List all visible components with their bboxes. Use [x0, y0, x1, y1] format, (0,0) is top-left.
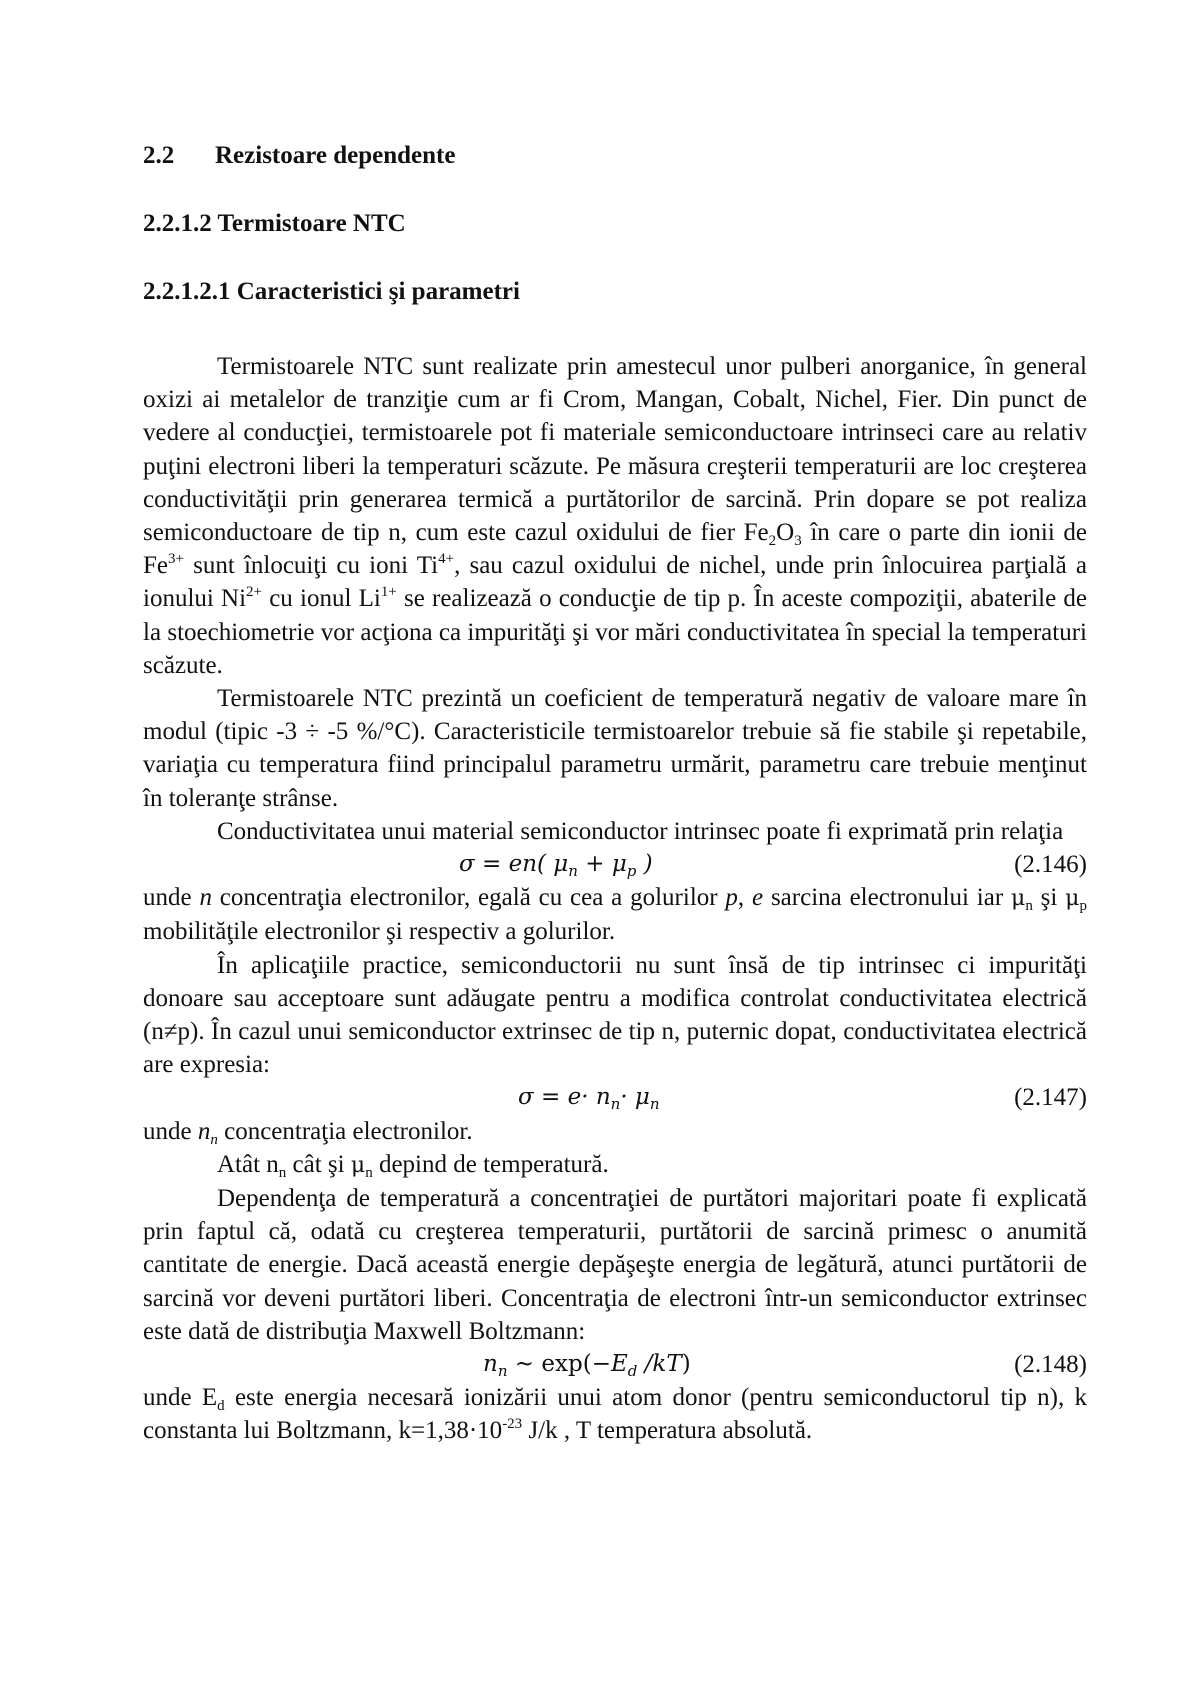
formula-part: −E [591, 1351, 628, 1378]
formula-part: + μ [577, 851, 627, 878]
text-run: este energia necesară ionizării unui atom donor (pentru semiconductorul tip n), k constanta lui Boltzmann, k=1,38·10 [143, 1384, 1088, 1445]
formula-part: ~ [507, 1351, 542, 1378]
text-run: sarcina electronului iar [763, 884, 1012, 912]
superscript: 2+ [246, 584, 263, 601]
text-run: se realizează o conducţie de tip p. În aceste compoziţii, abaterile de la stoechiometrie vor acţiona ca impurităţi şi vor mări conductivitatea în special la temperaturi scăzute. [143, 585, 1087, 679]
text-run: unde [143, 1117, 198, 1145]
formula-part: ) [636, 851, 653, 878]
equation-formula [518, 1081, 660, 1114]
formula-part: /kT [637, 1351, 682, 1378]
symbol: μ [1011, 886, 1026, 912]
text-run: concentraţia electronilor. [217, 1117, 473, 1145]
equation-number: (2.148) [1014, 1351, 1087, 1379]
subscript: 3 [794, 533, 802, 550]
subscript: p [1079, 898, 1087, 915]
text-run: mobilităţile electronilor şi respectiv a golurilor. [143, 918, 616, 946]
text-run: cu ionul Li [262, 585, 381, 613]
text-run: în care o parte din ionii de Fe [143, 519, 1087, 580]
formula-part: n [483, 1351, 498, 1378]
formula-part: exp( [541, 1351, 592, 1378]
formula-part: · μ [620, 1084, 650, 1111]
subscript: n [649, 1095, 660, 1114]
section-heading [143, 140, 1087, 172]
paragraph-boltzmann [143, 1381, 1087, 1447]
subscript: n [1025, 898, 1033, 915]
text-run: şi [1032, 884, 1066, 912]
superscript: 1+ [380, 584, 397, 601]
paragraph-conductivity: Conductivitatea unui material semiconductor intrinsec poate fi exprimată prin relaţia [217, 817, 1064, 845]
subscript: d [217, 1398, 225, 1415]
equation-formula [459, 848, 653, 881]
text-run: sunt înlocuiţi cu ioni Ti [183, 552, 439, 580]
paragraph-temperature-dependence [143, 1148, 1087, 1182]
subscript: n [365, 1164, 373, 1181]
symbol: μ [350, 1152, 366, 1178]
text-run: unde E [143, 1384, 218, 1412]
subscript: n [497, 1362, 508, 1381]
document-page [143, 140, 1087, 1448]
superscript: -23 [502, 1416, 523, 1433]
text-run: J/k , T temperatura absolută. [522, 1417, 813, 1445]
equation-formula [483, 1348, 691, 1381]
text-run: Atât n [217, 1150, 279, 1178]
text-run: depind de temperatură. [372, 1150, 609, 1178]
paragraph-where-n [143, 881, 1087, 948]
symbol: n [199, 884, 212, 912]
formula-part: σ = en( μ [459, 851, 569, 878]
subsubsection-heading: 2.2.1.2.1 Caracteristici şi parametri [143, 278, 520, 305]
superscript: 3+ [168, 551, 184, 568]
subscript: n [210, 1131, 218, 1148]
text-run: concentraţia electronilor, egală cu cea a golurilor [211, 884, 726, 912]
subscript: n [610, 1095, 621, 1114]
symbol: p [725, 884, 738, 912]
section-number: 2.2 [143, 142, 175, 169]
text-run: , sau cazul oxidului de nichel, unde prin înlocuirea parţială a ionului Ni [143, 552, 1087, 613]
text-run: cât şi [286, 1150, 351, 1178]
superscript: 4+ [438, 551, 455, 568]
equation-2-147 [143, 1081, 1087, 1114]
formula-part: ) [681, 1351, 691, 1378]
paragraph-ntc-coefficient: Termistoarele NTC prezintă un coeficient de temperatură negativ de valoare mare în modul (tipic -3 ÷ -5 %/°C). Caracteristicile termistoarelor trebuie să fie stabile şi repetabile, variaţia cu temperatura fiind principalul parametru urmărit, parametru care trebuie menţinut în toleranţe strânse. [143, 685, 1087, 812]
subscript: p [626, 862, 637, 881]
section-title: Rezistoare dependente [215, 142, 456, 169]
subscript: d [627, 1362, 638, 1381]
paragraph-intro [143, 350, 1087, 682]
subscript: 2 [768, 533, 777, 550]
subscript: n [568, 862, 578, 881]
equation-2-148 [143, 1348, 1087, 1381]
subscript: n [278, 1164, 287, 1181]
text-run: Termistoarele NTC sunt realizate prin amestecul unor pulberi anorganice, în general oxizi ai metalelor de tranziţie cum ar fi Crom, Mangan, Cobalt, Nichel, Fier. Din punct de vedere al conducţiei, termistoarele pot fi materiale semiconductoare intrinseci care au relativ puţini electroni liberi la temperaturi scăzute. Pe măsura creşterii temperaturii are loc creşterea conductivităţii prin generarea termică a purtătorilor de sarcină. Prin dopare se pot realiza semiconductoare de tip n, cum este cazul oxidului de fier Fe [143, 353, 1087, 547]
equation-2-146 [143, 848, 1087, 881]
symbol: μ [1065, 886, 1080, 912]
text-run: unde [143, 884, 200, 912]
text-run: O [776, 519, 795, 547]
paragraph-where-nn [143, 1115, 1087, 1148]
equation-number: (2.147) [1014, 1084, 1087, 1112]
equation-number: (2.146) [1014, 851, 1087, 879]
symbol: n [197, 1117, 211, 1145]
paragraph-extrinsic: În aplicaţiile practice, semiconductorii nu sunt însă de tip intrinsec ci impurităţi donoare sau acceptoare sunt adăugate pentru a modifica controlat conductivitatea electrică (n≠p). În cazul unui semiconductor extrinsec de tip n, puternic dopat, conductivitatea electrică are expresia: [143, 951, 1087, 1079]
formula-part: σ = e· n [518, 1084, 611, 1111]
text-run: , [737, 884, 753, 912]
subsection-heading: 2.2.1.2 Termistoare NTC [143, 210, 406, 237]
symbol: e [752, 884, 764, 912]
paragraph-carriers: Dependenţa de temperatură a concentraţiei de purtători majoritari poate fi explicată prin faptul că, odată cu creşterea temperaturii, purtătorii de sarcină primesc o anumită cantitate de energie. Dacă această energie depăşeşte energia de legătură, atunci purtătorii de sarcină vor deveni purtători liberi. Concentraţia de electroni într-un semiconductor extrinsec este dată de distribuţia Maxwell Boltzmann: [143, 1185, 1087, 1345]
